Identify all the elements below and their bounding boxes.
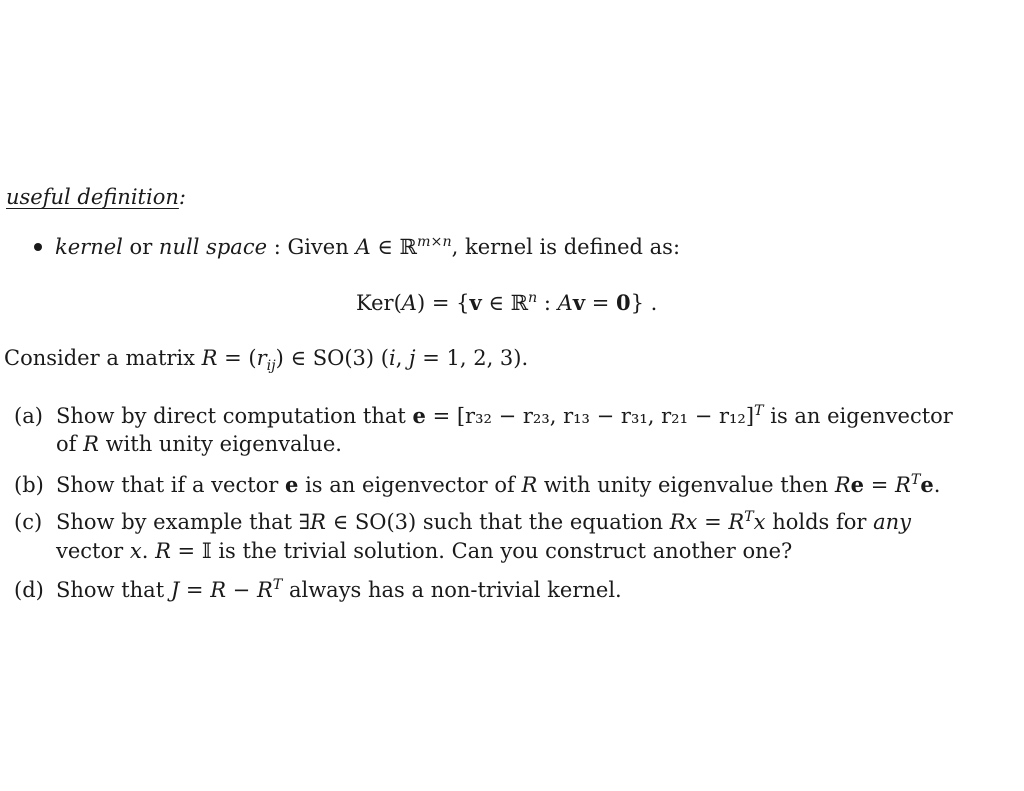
item-a-text3: with unity eigenvalue. — [98, 432, 342, 456]
term-null-space: null space — [158, 235, 268, 259]
item-d-label: (d) — [14, 578, 44, 602]
item-a-text1: Show by direct computation that — [56, 404, 413, 428]
item-b-RT-R: R — [895, 473, 911, 497]
item-b-eq: = — [864, 473, 895, 497]
consider-i: i — [388, 346, 396, 370]
item-d — [14, 577, 622, 604]
bullet-icon — [34, 243, 42, 251]
eq-cond: : — [537, 291, 558, 315]
eq-v: v — [469, 290, 482, 315]
item-d-text2: always has a non-trivial kernel. — [282, 578, 622, 602]
item-c-text4: = 𝕀 is the trivial solution. Can you construct another one? — [170, 539, 793, 563]
item-c-R1: R — [310, 510, 326, 534]
item-b-T: T — [910, 472, 921, 488]
item-a-text2: is an eigenvector — [763, 404, 953, 428]
item-c-x: x — [753, 510, 766, 534]
item-b-Re-R: R — [834, 473, 851, 497]
consider-eq: = ( — [217, 346, 257, 370]
item-a-e: e — [412, 403, 426, 428]
eq-ker: Ker( — [356, 291, 402, 315]
item-c-text2: ∈ SO(3) such that the equation — [325, 510, 670, 534]
eq-set: ∈ ℝ — [481, 291, 529, 315]
item-b-text2: is an eigenvector of — [298, 473, 522, 497]
item-b-RT-e: e — [920, 472, 934, 497]
consider-ij: ij — [266, 358, 276, 375]
eq-Av-A: A — [557, 291, 573, 315]
eq-mid: ) = { — [416, 291, 470, 315]
item-b-end: . — [933, 473, 941, 497]
eq-n: n — [528, 290, 538, 306]
item-b-text1: Show that if a vector — [56, 473, 286, 497]
math-in-R: ∈ ℝ — [370, 235, 417, 259]
consider-so3: ) ∈ SO(3) ( — [275, 346, 389, 370]
heading-colon: : — [178, 185, 186, 209]
kernel-equation — [356, 289, 657, 317]
item-c-label: (c) — [14, 510, 43, 534]
item-c-any: any — [873, 510, 912, 534]
item-c-R2: R — [155, 539, 171, 563]
item-d-eq: = — [179, 578, 211, 602]
item-c-eq: = — [697, 510, 729, 534]
item-c-T: T — [744, 509, 754, 525]
item-c-dot: . — [141, 539, 156, 563]
item-c-RT-R: R — [728, 510, 745, 534]
item-d-T: T — [272, 577, 283, 593]
consider-R: R — [201, 346, 218, 370]
eq-Av-v: v — [572, 290, 586, 315]
item-a-R: R — [83, 432, 99, 456]
item-d-minus: − — [226, 578, 257, 602]
text-given: : Given — [267, 235, 356, 259]
text-or: or — [122, 235, 159, 259]
item-b-text3: with unity eigenvalue then — [537, 473, 835, 497]
eq-var-A: A — [401, 291, 417, 315]
item-c-Rx: Rx — [669, 510, 698, 534]
consider-line — [4, 345, 529, 375]
item-c — [14, 509, 911, 536]
item-a-of: of — [56, 432, 84, 456]
item-a — [14, 402, 953, 430]
eq-equals: = — [585, 291, 616, 315]
eq-zero: 0 — [616, 290, 631, 315]
section-heading — [6, 184, 186, 211]
item-a-T: T — [754, 403, 764, 419]
item-c-text3: holds for — [765, 510, 874, 534]
item-c-x2: x — [129, 539, 142, 563]
item-a-label: (a) — [14, 404, 43, 428]
item-c-text1: Show by example that ∃ — [56, 510, 311, 534]
consider-text: Consider a matrix — [4, 346, 202, 370]
item-b-Re-e: e — [850, 472, 865, 497]
math-dim: m×n — [416, 234, 452, 250]
heading-text: useful definition — [6, 185, 179, 209]
item-a-line2 — [56, 431, 342, 458]
eq-close: } . — [630, 291, 658, 315]
consider-r: r — [256, 346, 267, 370]
definition-bullet — [34, 234, 680, 261]
consider-comma: , — [395, 346, 410, 370]
item-b — [14, 471, 940, 499]
item-b-label: (b) — [14, 473, 44, 497]
math-A: A — [355, 235, 371, 259]
consider-j: j — [409, 346, 416, 370]
item-a-vector: = [r₃₂ − r₂₃, r₁₃ − r₃₁, r₂₁ − r₁₂] — [425, 404, 755, 428]
item-b-e: e — [285, 472, 299, 497]
item-d-text1: Show that — [56, 578, 171, 602]
consider-range: = 1, 2, 3). — [415, 346, 529, 370]
item-d-R: R — [210, 578, 226, 602]
item-b-R: R — [521, 473, 538, 497]
item-c-line2 — [56, 538, 792, 565]
item-d-RT-R: R — [256, 578, 273, 602]
text-definition-tail: , kernel is defined as: — [451, 235, 681, 259]
item-d-J: J — [170, 578, 180, 602]
item-c-vector: vector — [56, 539, 130, 563]
term-kernel: kernel — [55, 235, 123, 259]
